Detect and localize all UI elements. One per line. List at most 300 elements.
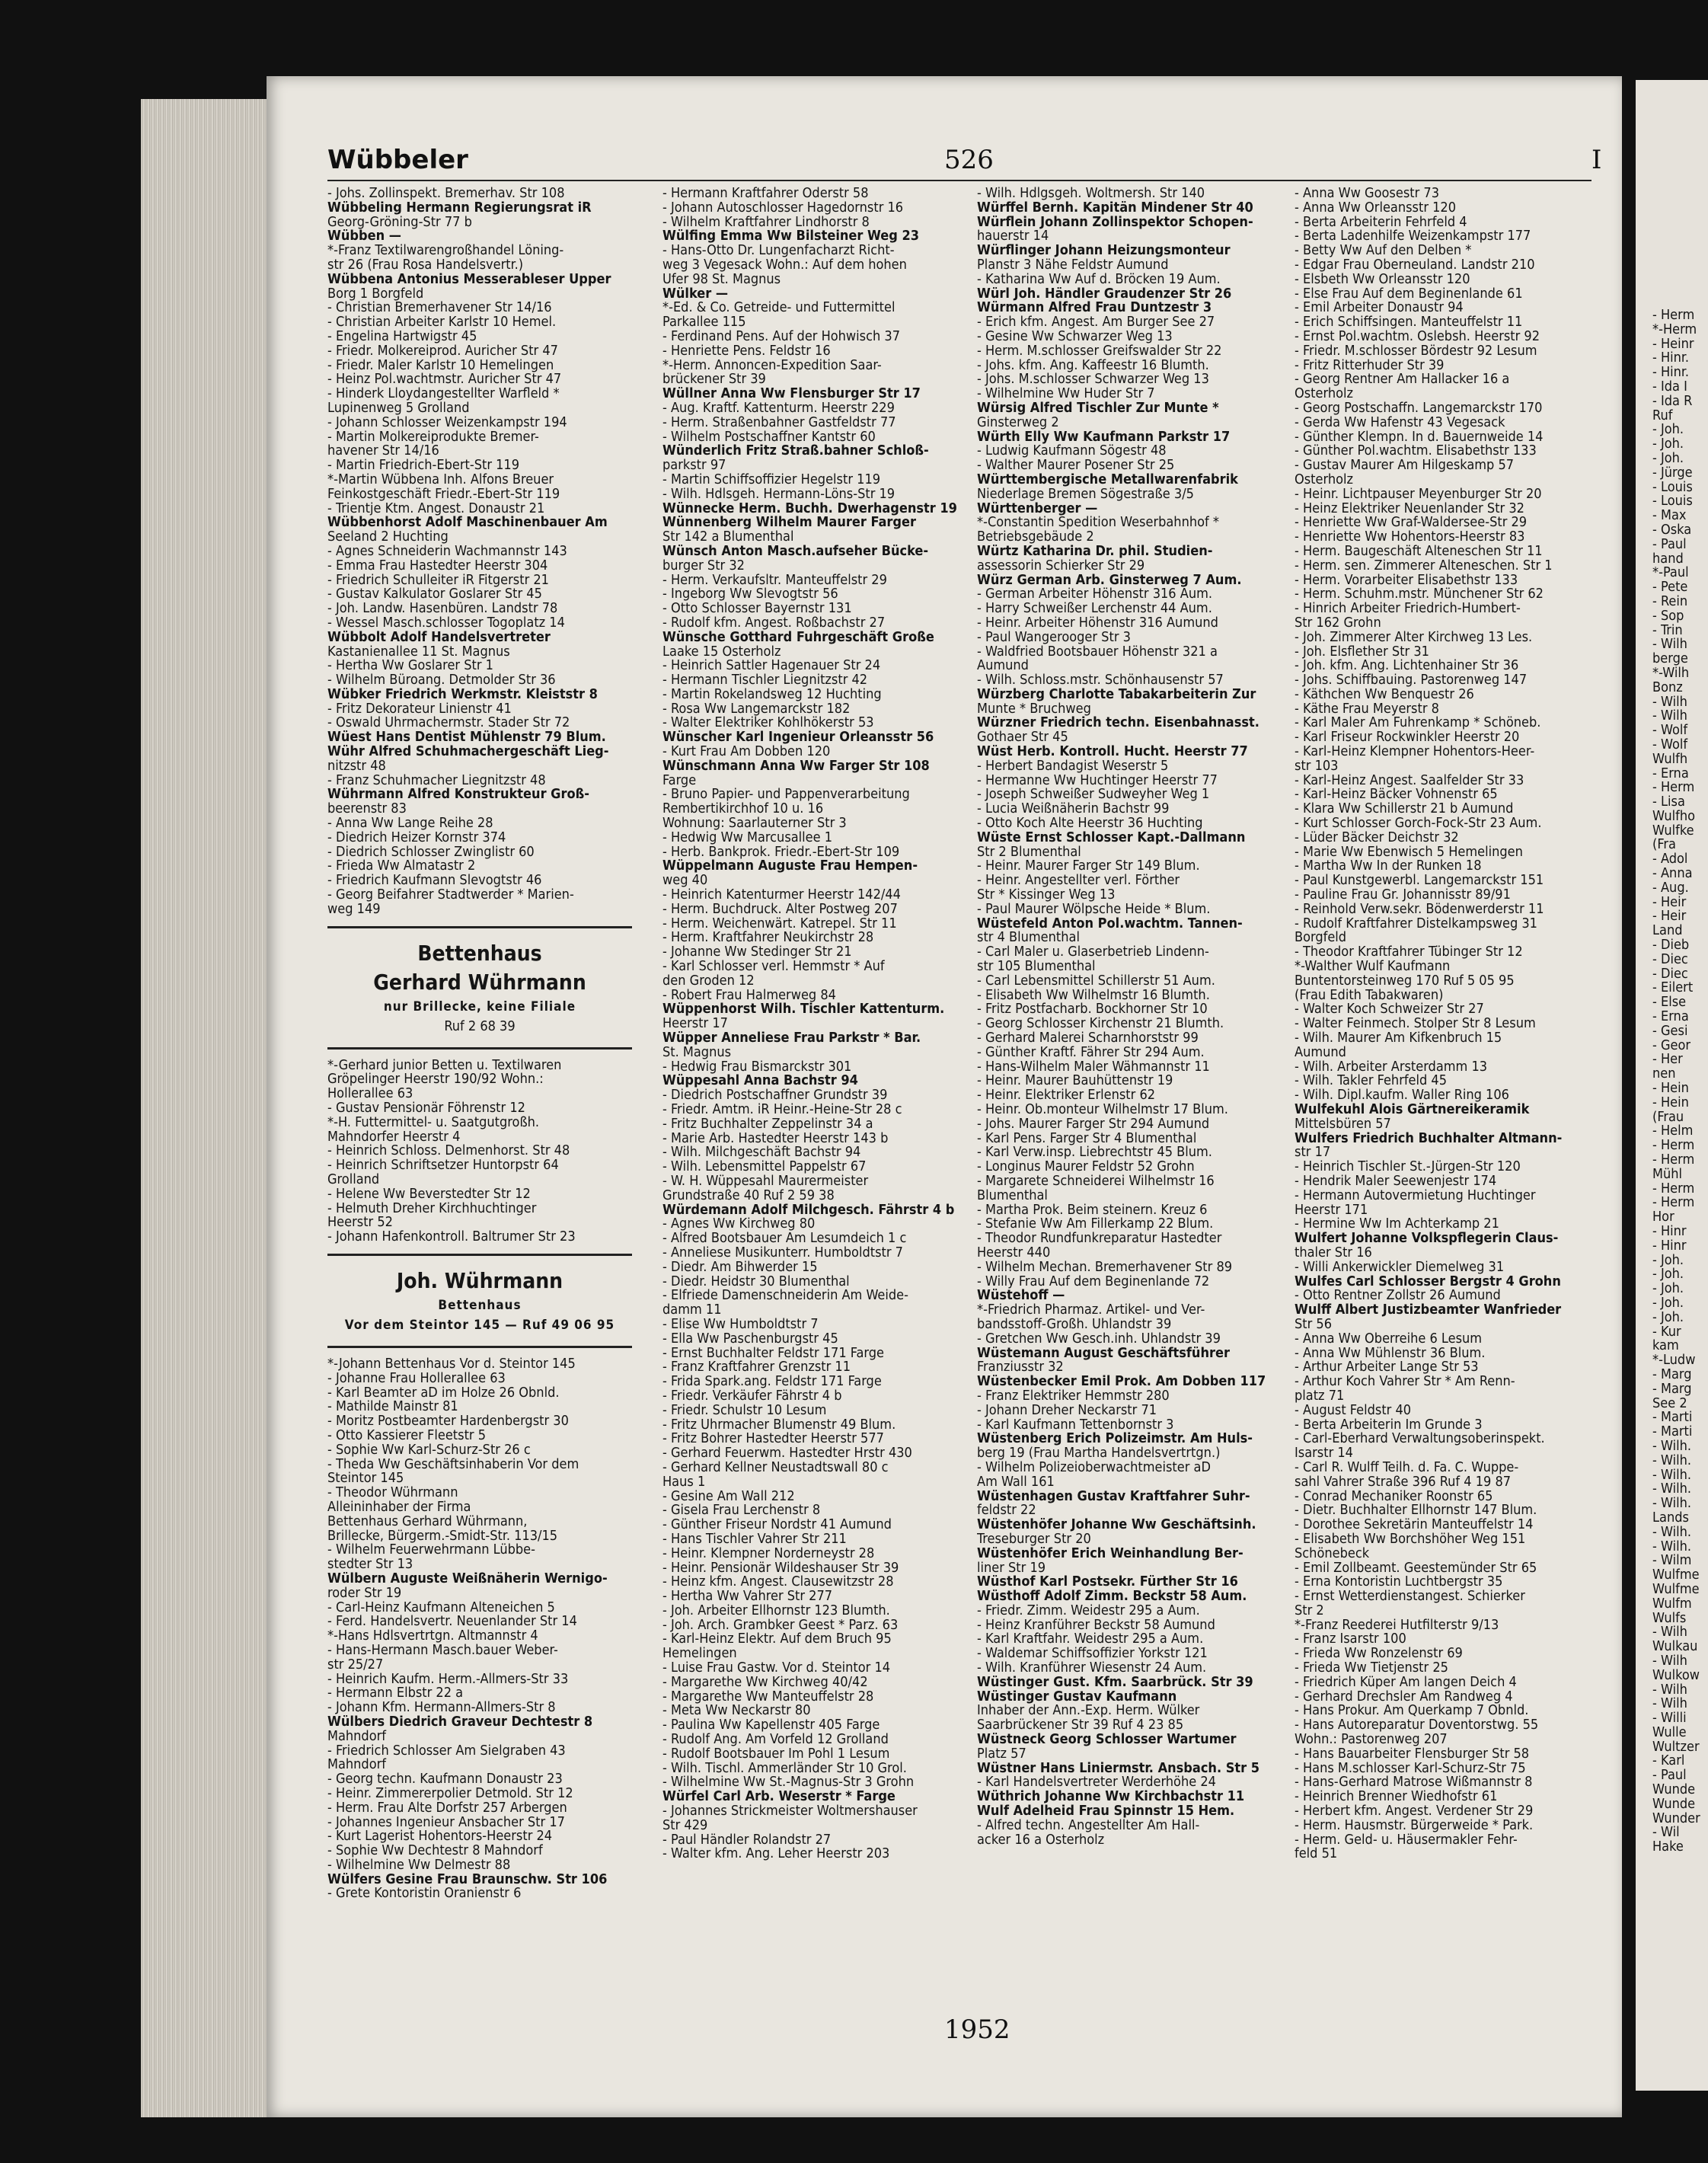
directory-entry: - Karl Pens. Farger Str 4 Blumenthal: [977, 1131, 1197, 1146]
directory-entry: Planstr 3 Nähe Feldstr Aumund: [977, 257, 1169, 273]
ad-title: Bettenhaus: [417, 940, 542, 966]
directory-entry: Würzberg Charlotte Tabakarbeiterin Zur: [977, 687, 1256, 702]
directory-entry: - Hans-Otto Dr. Lungenfacharzt Richt-: [662, 244, 895, 258]
directory-entry: - Else Frau Auf dem Beginenlande 61: [1295, 286, 1523, 302]
directory-entry: - Hermann Tischler Liegnitzstr 42: [662, 673, 868, 688]
directory-entry: - Hedwig Frau Bismarckstr 301: [662, 1059, 852, 1075]
directory-entry: - Johanne Ww Stedinger Str 21: [662, 945, 852, 960]
directory-entry: - Martin Schiffsoffizier Hegelstr 119: [662, 472, 881, 487]
directory-entry: - W. H. Wüppesahl Maurermeister: [662, 1174, 869, 1189]
directory-entry: weg 3 Vegesack Wohn.: Auf dem hohen: [662, 257, 907, 273]
directory-entry: str 103: [1295, 759, 1339, 774]
directory-entry: - Walter Koch Schweizer Str 27: [1295, 1002, 1484, 1018]
directory-entry: - Herm. Kraftfahrer Neukirchstr 28: [662, 931, 874, 946]
directory-entry: Mühl: [1652, 1167, 1683, 1182]
directory-entry: Platz 57: [977, 1746, 1026, 1762]
directory-entry: - Geor: [1652, 1038, 1691, 1053]
directory-entry: - Herbert Bandagist Weserstr 5: [977, 759, 1169, 774]
directory-entry: - Klara Ww Schillerstr 21 b Aumund: [1295, 802, 1514, 817]
directory-entry: Munte * Bruchweg: [977, 701, 1091, 717]
directory-entry: - Trin: [1652, 623, 1683, 638]
directory-entry: - Diec: [1652, 952, 1688, 967]
directory-entry: stedter Str 13: [327, 1558, 413, 1572]
directory-entry: (Fra: [1652, 838, 1676, 853]
directory-entry: - Sophie Ww Dechtestr 8 Mahndorf: [327, 1844, 543, 1858]
directory-entry: - Heinz kfm. Angest. Clausewitzstr 28: [662, 1575, 894, 1590]
directory-entry: - Günther Kraftf. Fährer Str 294 Aum.: [977, 1045, 1205, 1060]
directory-entry: - Karl Kraftfahr. Weidestr 295 a Aum.: [977, 1632, 1204, 1647]
directory-entry: - Hinr: [1652, 1225, 1687, 1239]
directory-entry: Wulle: [1652, 1725, 1687, 1740]
directory-entry: Parkallee 115: [662, 315, 746, 330]
directory-entry: - Frieda Ww Ronzelenstr 69: [1295, 1647, 1463, 1662]
directory-entry: bandsstoff-Großh. Uhlandstr 39: [977, 1317, 1172, 1332]
directory-entry: - Diedrich Postschaffner Grundstr 39: [662, 1088, 888, 1103]
directory-entry: - Joh.: [1652, 1267, 1684, 1283]
directory-entry: - Gesine Ww Schwarzer Weg 13: [977, 329, 1173, 344]
directory-entry: - Hans Bauarbeiter Flensburger Str 58: [1295, 1746, 1530, 1762]
directory-entry: Mittelsbüren 57: [1295, 1117, 1391, 1132]
directory-entry: - Wilh.: [1652, 1453, 1692, 1468]
directory-entry: - Karl Maler Am Fuhrenkamp * Schöneb.: [1295, 716, 1541, 731]
directory-entry: - Wilhelmine Ww Delmestr 88: [327, 1858, 511, 1873]
directory-entry: - Fritz Uhrmacher Blumenstr 49 Blum.: [662, 1417, 896, 1433]
directory-entry: - Rudolf Ang. Am Vorfeld 12 Grolland: [662, 1733, 889, 1747]
directory-entry: - Elise Ww Humboldtstr 7: [662, 1317, 819, 1332]
directory-entry: Würl Joh. Händler Graudenzer Str 26: [977, 286, 1232, 302]
directory-entry: Borg 1 Borgfeld: [327, 286, 424, 302]
directory-entry: - Diedrich Heizer Kornstr 374: [327, 830, 506, 845]
advertisement-joh-wuehrmann: [327, 1254, 632, 1348]
directory-entry: - Herbert kfm. Angest. Verdener Str 29: [1295, 1804, 1534, 1819]
directory-entry: - Berta Arbeiterin Fehrfeld 4: [1295, 215, 1467, 230]
directory-entry: - Karl Friseur Rockwinkler Heerstr 20: [1295, 730, 1520, 746]
directory-entry: Str 2 Blumenthal: [977, 845, 1081, 860]
directory-entry: weg 149: [327, 902, 381, 917]
directory-entry: - Wilh.: [1652, 1468, 1692, 1483]
directory-entry: - Wilh: [1652, 637, 1687, 653]
directory-entry: - Edgar Frau Oberneuland. Landstr 210: [1295, 257, 1535, 273]
directory-entry: Heerstr 440: [977, 1245, 1051, 1260]
directory-entry: den Groden 12: [662, 973, 755, 989]
directory-entry: Wulfm: [1652, 1596, 1692, 1612]
directory-entry: Brillecke, Bürgerm.-Smidt-Str. 113/15: [327, 1529, 558, 1544]
directory-entry: Wührmann Alfred Konstrukteur Groß-: [327, 788, 589, 803]
directory-entry: Georg-Gröning-Str 77 b: [327, 215, 472, 230]
header-rule: [327, 180, 1591, 181]
directory-entry: - Karl-Heinz Klempner Hohentors-Heer-: [1295, 745, 1535, 759]
directory-entry: - Herm: [1652, 781, 1695, 796]
directory-entry: - Marti: [1652, 1425, 1693, 1439]
directory-entry: - Martin Rokelandsweg 12 Huchting: [662, 687, 882, 702]
directory-entry: St. Magnus: [662, 1045, 732, 1060]
directory-entry: - Wilhelm Büroang. Detmolder Str 36: [327, 673, 556, 688]
directory-entry: - Christian Bremerhavener Str 14/16: [327, 301, 552, 316]
directory-entry: Wultzer: [1652, 1740, 1700, 1755]
directory-entry: Wulkow: [1652, 1668, 1700, 1683]
directory-entry: Am Wall 161: [977, 1474, 1055, 1490]
directory-entry: - Erich kfm. Angest. Am Burger See 27: [977, 315, 1215, 330]
directory-entry: beerenstr 83: [327, 802, 407, 817]
directory-entry: - Herm. Buchdruck. Alter Postweg 207: [662, 902, 898, 917]
directory-entry: Wüest Hans Dentist Mühlenstr 79 Blum.: [327, 730, 606, 746]
directory-entry: Wüppesahl Anna Bachstr 94: [662, 1074, 858, 1089]
directory-entry: - Martha Prok. Beim steinern. Kreuz 6: [977, 1203, 1208, 1218]
directory-entry: Wulfho: [1652, 809, 1696, 824]
directory-entry: - Ida I: [1652, 379, 1687, 395]
directory-entry: Wüstner Hans Liniermstr. Ansbach. Str 5: [977, 1761, 1260, 1776]
directory-entry: *-Martin Wübbena Inh. Alfons Breuer: [327, 472, 554, 487]
directory-entry: Steintor 145: [327, 1471, 404, 1487]
directory-entry: - Wilh.: [1652, 1539, 1692, 1554]
directory-entry: Wulfert Johanne Volkspflegerin Claus-: [1295, 1232, 1559, 1246]
directory-entry: acker 16 a Osterholz: [977, 1832, 1105, 1848]
directory-entry: - Carl-Heinz Kaufmann Alteneichen 5: [327, 1600, 555, 1615]
directory-entry: - Carl R. Wulff Teilh. d. Fa. C. Wuppe-: [1295, 1460, 1519, 1475]
directory-entry: - Marie Arb. Hastedter Heerstr 143 b: [662, 1131, 889, 1146]
directory-entry: - Helmuth Dreher Kirchhuchtinger: [327, 1201, 537, 1216]
directory-entry: - Elisabeth Ww Wilhelmstr 16 Blumth.: [977, 988, 1210, 1003]
directory-entry: - Friedr. Maler Karlstr 10 Hemelingen: [327, 358, 554, 373]
directory-entry: - Wilh: [1652, 1697, 1687, 1712]
directory-entry: - Karl Beamter aD im Holze 26 Obnld.: [327, 1385, 560, 1401]
directory-entry: Heerstr 171: [1295, 1203, 1368, 1218]
directory-entry: - Günther Klempn. In d. Bauernweide 14: [1295, 430, 1544, 445]
directory-entry: - Ida R: [1652, 394, 1693, 409]
directory-entry: Wülbern Auguste Weißnäherin Wernigo-: [327, 1571, 608, 1586]
directory-entry: - Gustav Kalkulator Goslarer Str 45: [327, 587, 542, 602]
directory-entry: - Gerhard Feuerwm. Hastedter Hrstr 430: [662, 1446, 912, 1461]
directory-entry: - Karl Schlosser verl. Hemmstr * Auf: [662, 960, 885, 974]
advertisement-bettenhaus: [327, 926, 632, 1050]
directory-entry: brückener Str 39: [662, 372, 766, 388]
directory-entry: - Joh. Landw. Hasenbüren. Landstr 78: [327, 602, 558, 616]
directory-entry: Wüpper Anneliese Frau Parkstr * Bar.: [662, 1031, 921, 1046]
directory-entry: - Hendrik Maler Seewenjestr 174: [1295, 1174, 1497, 1189]
directory-entry: - Wilhelm Mechan. Bremerhavener Str 89: [977, 1260, 1233, 1275]
directory-entry: - Marie Ww Ebenwisch 5 Hemelingen: [1295, 845, 1523, 860]
directory-entry: - Paul Maurer Wölpsche Heide * Blum.: [977, 902, 1211, 917]
directory-entry: - Anna: [1652, 867, 1693, 881]
directory-entry: Lands: [1652, 1510, 1689, 1526]
directory-entry: - Joseph Schweißer Sudweyher Weg 1: [977, 788, 1210, 803]
directory-entry: - Wilh. Hdlgsgeh. Woltmersh. Str 140: [977, 187, 1205, 201]
directory-entry: Würflein Johann Zollinspektor Schopen-: [977, 215, 1253, 230]
directory-entry: - Anna Ww Goosestr 73: [1295, 187, 1440, 201]
directory-entry: - Oswald Uhrmachermstr. Stader Str 72: [327, 716, 570, 731]
directory-entry: - Heinrich Katenturmer Heerstr 142/44: [662, 888, 901, 903]
directory-entry: - Herm. Frau Alte Dorfstr 257 Arbergen: [327, 1800, 567, 1816]
directory-entry: Str 162 Grohn: [1295, 615, 1381, 631]
directory-entry: - Marg: [1652, 1382, 1692, 1397]
directory-entry: - Alfred techn. Angestellter Am Hall-: [977, 1818, 1200, 1833]
directory-entry: Würzner Friedrich techn. Eisenbahnasst.: [977, 716, 1259, 731]
directory-entry: sahl Vahrer Straße 396 Ruf 4 19 87: [1295, 1474, 1512, 1490]
directory-entry: Wübker Friedrich Werkmstr. Kleiststr 8: [327, 687, 598, 702]
directory-entry: - Joh. Zimmerer Alter Kirchweg 13 Les.: [1295, 630, 1533, 645]
directory-entry: - Johanne Frau Hollerallee 63: [327, 1371, 506, 1386]
directory-entry: - Friedr. Molkereiprod. Auricher Str 47: [327, 343, 558, 359]
directory-entry: Wülfing Emma Ww Bilsteiner Weg 23: [662, 229, 920, 244]
directory-entry: - Paul Kunstgewerbl. Langemarckstr 151: [1295, 874, 1544, 889]
directory-entry: - Hans-Hermann Masch.bauer Weber-: [327, 1643, 558, 1658]
directory-entry: - Agnes Ww Kirchweg 80: [662, 1217, 816, 1232]
directory-entry: - Theodor Kraftfahrer Tübinger Str 12: [1295, 945, 1523, 960]
directory-entry: - Otto Rentner Zollstr 26 Aumund: [1295, 1289, 1501, 1304]
directory-entry: Wulf Adelheid Frau Spinnstr 15 Hem.: [977, 1804, 1235, 1819]
directory-entry: Wulfes Carl Schlosser Bergstr 4 Grohn: [1295, 1274, 1561, 1289]
directory-entry: - Rosa Ww Langemarckstr 182: [662, 701, 851, 717]
directory-entry: Franziusstr 32: [977, 1360, 1064, 1375]
directory-entry: - Hermanne Ww Huchtinger Heerstr 77: [977, 773, 1218, 788]
directory-entry: *-Wilh: [1652, 666, 1690, 681]
directory-entry: (Frau: [1652, 1110, 1684, 1125]
directory-entry: - August Feldstr 40: [1295, 1403, 1412, 1418]
directory-entry: *-Walther Wulf Kaufmann: [1295, 960, 1451, 974]
directory-entry: nitzstr 48: [327, 759, 386, 774]
directory-entry: Isarstr 14: [1295, 1446, 1353, 1461]
directory-entry: - Rein: [1652, 594, 1688, 609]
directory-entry: - Herm. Vorarbeiter Elisabethstr 133: [1295, 573, 1518, 588]
directory-entry: - Karl Kaufmann Tettenbornstr 3: [977, 1417, 1174, 1433]
directory-entry: Hor: [1652, 1210, 1674, 1225]
directory-entry: - Walter kfm. Ang. Leher Heerstr 203: [662, 1847, 890, 1862]
directory-entry: - Franz Schuhmacher Liegnitzstr 48: [327, 773, 546, 788]
ad-phone: Ruf 2 68 39: [444, 1018, 516, 1034]
directory-entry: - Heinr. Maurer Bauhüttenstr 19: [977, 1074, 1173, 1089]
directory-entry: - Hinr.: [1652, 351, 1690, 366]
directory-entry: Wüstinger Gust. Kfm. Saarbrück. Str 39: [977, 1675, 1253, 1690]
directory-entry: Wüsthoff Adolf Zimm. Beckstr 58 Aum.: [977, 1590, 1247, 1604]
directory-entry: Wünderlich Fritz Straß.bahner Schloß-: [662, 444, 929, 459]
directory-entry: - Wilh. Tischl. Ammerländer Str 10 Grol.: [662, 1761, 907, 1776]
directory-entry: - Wilh. Milchgeschäft Bachstr 94: [662, 1145, 861, 1161]
directory-entry: - Diedrich Schlosser Zwinglistr 60: [327, 845, 535, 860]
directory-entry: - Johann Kfm. Hermann-Allmers-Str 8: [327, 1701, 556, 1715]
directory-entry: - Friedrich Schlosser Am Sielgraben 43: [327, 1743, 566, 1759]
directory-entry: - Hans M.schlosser Karl-Schurz-Str 75: [1295, 1761, 1526, 1776]
directory-entry: - Heinrich Tischler St.-Jürgen-Str 120: [1295, 1160, 1521, 1174]
ad2-address: Vor dem Steintor 145 — Ruf 49 06 95: [344, 1318, 615, 1333]
directory-entry: - Hermann Kraftfahrer Oderstr 58: [662, 187, 869, 201]
directory-entry: - Henriette Ww Hohentors-Heerstr 83: [1295, 530, 1525, 545]
directory-entry: - Willi: [1652, 1711, 1687, 1726]
directory-entry: Grundstraße 40 Ruf 2 59 38: [662, 1188, 835, 1203]
directory-entry: - Otto Kassierer Fleetstr 5: [327, 1428, 487, 1443]
directory-entry: - German Arbeiter Höhenstr 316 Aum.: [977, 587, 1212, 602]
directory-entry: Haus 1: [662, 1474, 706, 1490]
directory-entry: - Käthe Frau Meyerstr 8: [1295, 701, 1439, 717]
directory-entry: - Herm. Geld- u. Häusermakler Fehr-: [1295, 1832, 1518, 1848]
directory-entry: - Wilhelm Postschaffner Kantstr 60: [662, 430, 876, 445]
directory-entry: - Agnes Schneiderin Wachmannstr 143: [327, 544, 567, 559]
directory-entry: Wüstenhöfer Erich Weinhandlung Ber-: [977, 1546, 1243, 1561]
directory-entry: *-Gerhard junior Betten u. Textilwaren: [327, 1058, 562, 1073]
directory-entry: Feinkostgeschäft Friedr.-Ebert-Str 119: [327, 487, 560, 502]
directory-entry: Wüstemann August Geschäftsführer: [977, 1346, 1230, 1361]
directory-entry: - Trientje Ktm. Angest. Donaustr 21: [327, 501, 545, 516]
directory-entry: - Herm. Weichenwärt. Katrepel. Str 11: [662, 916, 897, 931]
directory-entry: Wohnung: Saarlauterner Str 3: [662, 816, 847, 831]
directory-entry: - Heinr. Ob.monteur Wilhelmstr 17 Blum.: [977, 1103, 1228, 1117]
directory-entry: Wülfers Gesine Frau Braunschw. Str 106: [327, 1872, 608, 1887]
column-2: [662, 187, 967, 1861]
directory-entry: - Heinr. Zimmererpolier Detmold. Str 12: [327, 1786, 573, 1801]
directory-entry: str 25/27: [327, 1657, 384, 1673]
directory-entry: - Pete: [1652, 580, 1688, 595]
directory-entry: - Aug.: [1652, 880, 1689, 896]
directory-entry: Farge: [662, 773, 697, 788]
directory-entry: - Dieb: [1652, 938, 1690, 953]
directory-entry: - Karl-Heinz Elektr. Auf dem Bruch 95: [662, 1632, 892, 1647]
directory-entry: - Johannes Ingenieur Ansbacher Str 17: [327, 1815, 565, 1830]
directory-entry: - Heinr. Arbeiter Höhenstr 316 Aumund: [977, 615, 1218, 631]
directory-entry: Wulfme: [1652, 1582, 1700, 1597]
directory-entry: Wübbenhorst Adolf Maschinenbauer Am: [327, 516, 608, 531]
directory-entry: - Joh. Arch. Grambker Geest * Parz. 63: [662, 1618, 899, 1633]
directory-entry: - Conrad Mechaniker Roonstr 65: [1295, 1489, 1493, 1504]
directory-entry: - Paul: [1652, 537, 1687, 552]
directory-entry: - Joh.: [1652, 1310, 1684, 1325]
directory-entry: - Helene Ww Beverstedter Str 12: [327, 1187, 531, 1202]
directory-entry: - Margarete Schneiderei Wilhelmstr 16: [977, 1174, 1215, 1189]
directory-entry: Wünschmann Anna Ww Farger Str 108: [662, 759, 930, 774]
directory-entry: - Longinus Maurer Feldstr 52 Grohn: [977, 1160, 1195, 1174]
directory-entry: - Emil Zollbeamt. Geestemünder Str 65: [1295, 1561, 1537, 1576]
directory-entry: - Johann Dreher Neckarstr 71: [977, 1403, 1157, 1418]
directory-entry: - Paul: [1652, 1768, 1687, 1784]
directory-entry: Hemelingen: [662, 1647, 737, 1662]
directory-entry: - Erich Schiffsingen. Manteuffelstr 11: [1295, 315, 1523, 330]
directory-entry: - Fritz Postfacharb. Bockhorner Str 10: [977, 1002, 1208, 1018]
directory-entry: Wübbolt Adolf Handelsvertreter: [327, 630, 551, 645]
directory-entry: weg 40: [662, 874, 708, 889]
directory-entry: - Willi Ankerwickler Diemelweg 31: [1295, 1260, 1505, 1275]
directory-entry: str 105 Blumenthal: [977, 960, 1096, 974]
directory-entry: *-Paul: [1652, 566, 1689, 581]
directory-entry: - Herm. Verkaufsltr. Manteuffelstr 29: [662, 573, 887, 588]
directory-entry: - Erna Kontoristin Luchtbergstr 35: [1295, 1575, 1503, 1590]
directory-entry: - Gerhard Drechsler Am Randweg 4: [1295, 1689, 1513, 1705]
directory-entry: - Anna Ww Lange Reihe 28: [327, 816, 493, 831]
directory-entry: - Berta Arbeiterin Im Grunde 3: [1295, 1417, 1483, 1433]
directory-entry: - Carl Lebensmittel Schillerstr 51 Aum.: [977, 973, 1215, 989]
directory-entry: - Wilh. Lebensmittel Pappelstr 67: [662, 1160, 867, 1174]
directory-entry: - Friedrich Kaufmann Slevogtstr 46: [327, 874, 542, 889]
directory-entry: kam: [1652, 1339, 1679, 1354]
directory-entry: - Otto Koch Alte Heerstr 36 Huchting: [977, 816, 1203, 831]
directory-entry: - Paulina Ww Kapellenstr 405 Farge: [662, 1718, 880, 1733]
directory-entry: - Frieda Ww Almatastr 2: [327, 859, 476, 874]
directory-entry: - Hein: [1652, 1095, 1689, 1110]
directory-entry: - Kur: [1652, 1324, 1681, 1340]
directory-entry: Wüstenbecker Emil Prok. Am Dobben 117: [977, 1375, 1266, 1389]
directory-entry: Grolland: [327, 1173, 380, 1187]
directory-entry: - Martha Ww In der Runken 18: [1295, 859, 1482, 874]
directory-entry: - Diedr. Am Bihwerder 15: [662, 1260, 818, 1275]
directory-entry: Wüstefeld Anton Pol.wachtm. Tannen-: [977, 916, 1243, 931]
directory-entry: - Heinr. Lichtpauser Meyenburger Str 20: [1295, 487, 1542, 502]
directory-entry: - Wilm: [1652, 1554, 1692, 1569]
directory-entry: - Karl: [1652, 1754, 1685, 1769]
directory-entry: - Wilh.: [1652, 1482, 1692, 1497]
directory-entry: - Friedrich Schulleiter iR Fitgerstr 21: [327, 573, 549, 588]
directory-entry: Bettenhaus Gerhard Wührmann,: [327, 1514, 528, 1529]
directory-entry: Wüstehoff —: [977, 1289, 1065, 1304]
directory-entry: - Grete Kontoristin Oranienstr 6: [327, 1887, 522, 1902]
directory-entry: Buntentorsteinweg 170 Ruf 5 05 95: [1295, 973, 1515, 989]
directory-entry: Wunder: [1652, 1811, 1700, 1826]
directory-entry: - Heinz Elektriker Neuenlander Str 32: [1295, 501, 1524, 516]
directory-entry: assessorin Schierker Str 29: [977, 558, 1145, 573]
directory-entry: - Herm. M.schlosser Greifswalder Str 22: [977, 343, 1222, 359]
column-3: [977, 187, 1282, 1847]
directory-entry: Wüste Ernst Schlosser Kapt.-Dallmann: [977, 830, 1246, 845]
directory-entry: Wüstinger Gustav Kaufmann: [977, 1689, 1177, 1705]
directory-entry: - Lucia Weißnäherin Bachstr 99: [977, 802, 1170, 817]
directory-entry: Str 142 a Blumenthal: [662, 530, 794, 545]
directory-entry: Schönebeck: [1295, 1546, 1370, 1561]
directory-entry: Wulfekuhl Alois Gärtnereikeramik: [1295, 1103, 1530, 1117]
directory-entry: - Robert Frau Halmerweg 84: [662, 988, 836, 1003]
directory-entry: - Wilh. Hdlsgeh. Hermann-Löns-Str 19: [662, 487, 896, 502]
directory-entry: Osterholz: [1295, 387, 1354, 401]
directory-entry: - Hermine Ww Im Achterkamp 21: [1295, 1217, 1499, 1232]
directory-entry: - Herm. Schuhm.mstr. Münchener Str 62: [1295, 587, 1544, 602]
directory-entry: - Ferd. Handelsvertr. Neuenlander Str 14: [327, 1615, 577, 1630]
directory-entry: - Frieda Ww Tietjenstr 25: [1295, 1661, 1448, 1676]
directory-entry: - Joh. Elsflether Str 31: [1295, 644, 1429, 660]
directory-entry: - Meta Ww Neckarstr 80: [662, 1704, 811, 1719]
directory-entry: *-Johann Bettenhaus Vor d. Steintor 145: [327, 1357, 576, 1372]
directory-entry: - Hinderk Lloydangestellter Warfleld *: [327, 387, 560, 401]
directory-entry: Wunde: [1652, 1797, 1696, 1812]
directory-entry: - Johs. Maurer Farger Str 294 Aumund: [977, 1117, 1210, 1132]
directory-entry: - Ernst Wetterdienstangest. Schierker: [1295, 1590, 1525, 1604]
directory-entry: *-Friedrich Pharmaz. Artikel- und Ver-: [977, 1303, 1205, 1318]
directory-entry: - Hans-Wilhelm Maler Wähmannstr 11: [977, 1059, 1210, 1075]
directory-entry: Wüsthof Karl Postsekr. Fürther Str 16: [977, 1575, 1238, 1590]
directory-entry: Wulff Albert Justizbeamter Wanfrieder: [1295, 1303, 1562, 1318]
header-name: Wübbeler: [327, 145, 468, 175]
directory-entry: - Emma Frau Hastedter Heerstr 304: [327, 558, 548, 573]
directory-entry: Aumund: [1295, 1045, 1346, 1060]
directory-entry: str 4 Blumenthal: [977, 931, 1080, 946]
directory-entry: Heerstr 17: [662, 1017, 728, 1032]
directory-entry: - Johs. M.schlosser Schwarzer Weg 13: [977, 372, 1209, 388]
directory-entry: - Diedr. Heidstr 30 Blumenthal: [662, 1274, 850, 1289]
directory-entry: Wulfme: [1652, 1568, 1700, 1583]
directory-entry: - Wilh. Takler Fehrfeld 45: [1295, 1074, 1448, 1089]
directory-entry: - Heinr. Angestellter verl. Förther: [977, 874, 1180, 889]
directory-entry: - Joh.: [1652, 423, 1684, 438]
directory-entry: - Wilh. Kranführer Wiesenstr 24 Aum.: [977, 1661, 1207, 1676]
directory-entry: - Rudolf Bootsbauer Im Pohl 1 Lesum: [662, 1746, 890, 1762]
directory-entry: Niederlage Bremen Sögestraße 3/5: [977, 487, 1194, 502]
directory-entry: Wüppenhorst Wilh. Tischler Kattenturm.: [662, 1002, 945, 1018]
directory-entry: - Herm: [1652, 1139, 1695, 1154]
directory-entry: - Anna Ww Orleansstr 120: [1295, 200, 1457, 216]
ad2-subtitle: Bettenhaus: [438, 1298, 522, 1313]
directory-entry: - Joh. kfm. Ang. Lichtenhainer Str 36: [1295, 659, 1519, 674]
directory-entry: - Friedr. Schulstr 10 Lesum: [662, 1403, 827, 1418]
directory-entry: - Herm: [1652, 1181, 1695, 1197]
directory-entry: *-Herm. Annoncen-Expedition Saar-: [662, 358, 882, 373]
directory-entry: - Friedr. Verkäufer Fährstr 4 b: [662, 1388, 842, 1404]
directory-entry: - Dietr. Buchhalter Ellhornstr 147 Blum.: [1295, 1503, 1537, 1519]
directory-entry: Str * Kissinger Weg 13: [977, 888, 1116, 903]
directory-entry: Betriebsgebäude 2: [977, 530, 1094, 545]
